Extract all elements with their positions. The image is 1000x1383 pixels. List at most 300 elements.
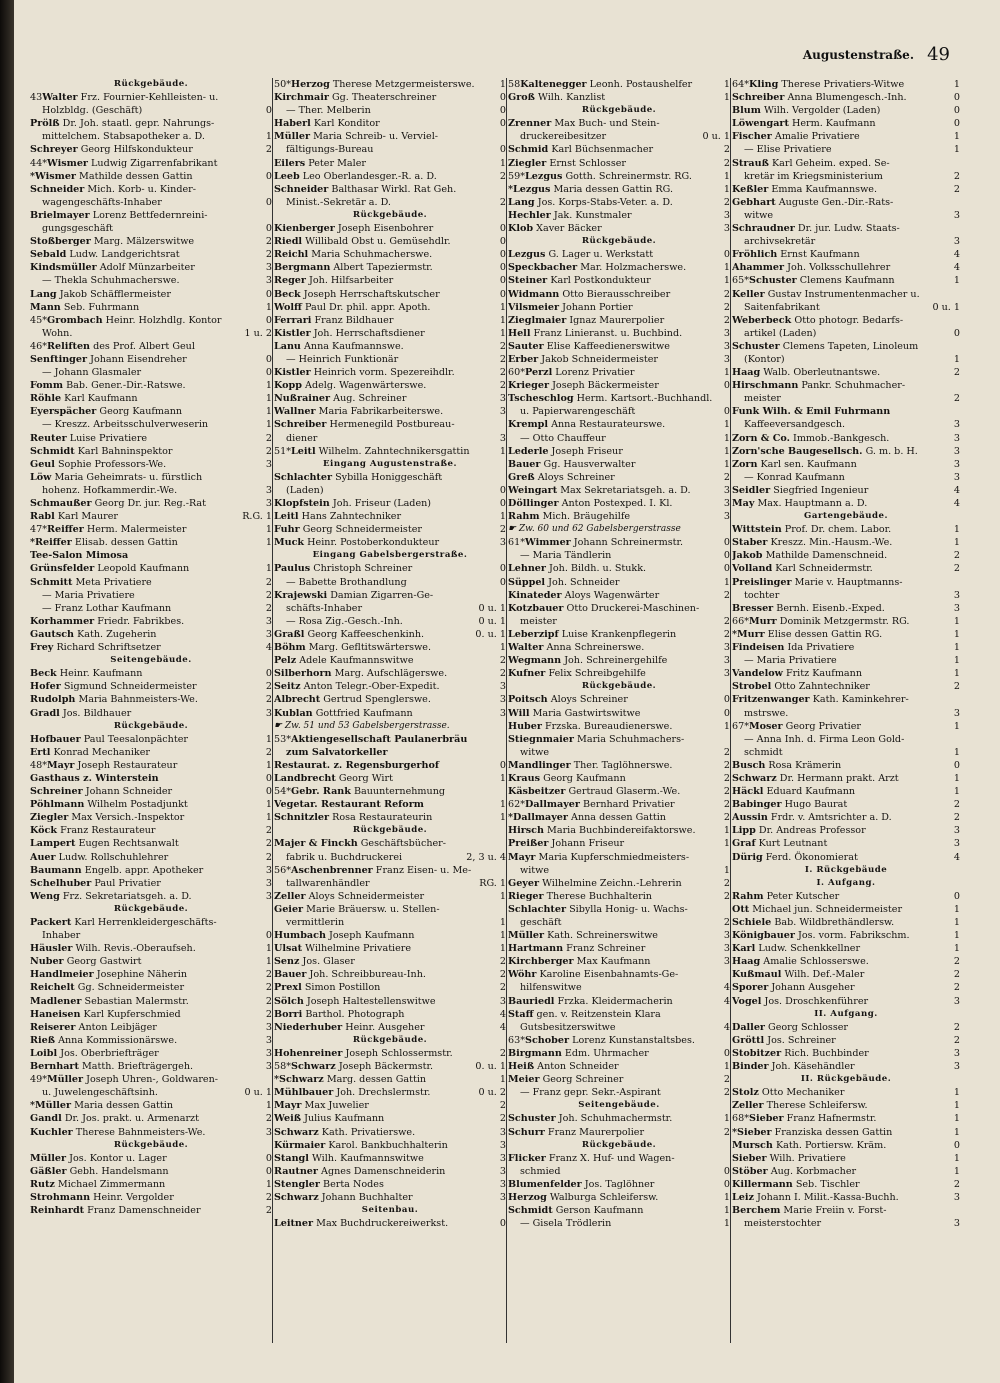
house-number: 58* bbox=[274, 1061, 292, 1073]
resident-name: Schmidt bbox=[30, 445, 75, 457]
resident-name: Lederle bbox=[508, 445, 549, 457]
floor-indicator: 2 bbox=[497, 379, 506, 392]
floor-indicator: 2 bbox=[721, 1086, 730, 1099]
floor-indicator: 2 bbox=[497, 955, 506, 968]
directory-entry bbox=[30, 772, 272, 785]
directory-entry bbox=[274, 130, 506, 143]
resident-name: Wolff bbox=[274, 301, 302, 313]
resident-name: Kling bbox=[749, 79, 779, 90]
entry-detail: Marie v. Hauptmanns- bbox=[794, 576, 903, 588]
entry-detail: Joh. Käsehändler bbox=[771, 1061, 855, 1073]
directory-entry bbox=[274, 562, 506, 575]
entry-detail: Anton Leibjäger bbox=[78, 1021, 157, 1033]
directory-entry bbox=[274, 667, 506, 680]
resident-name: Gasthaus z. Winterstein bbox=[30, 772, 159, 784]
resident-name: Reichl bbox=[274, 249, 309, 261]
entry-detail: Joseph Eisenbohrer bbox=[337, 223, 434, 235]
floor-indicator: 2 bbox=[263, 680, 272, 693]
directory-entry bbox=[274, 798, 506, 811]
entry-detail: artikel (Laden) bbox=[744, 327, 817, 339]
house-number: 47* bbox=[30, 524, 48, 536]
floor-indicator: 3 bbox=[497, 1139, 506, 1152]
directory-entry bbox=[508, 314, 730, 327]
directory-entry bbox=[732, 248, 960, 261]
floor-indicator: 0 u. 1 bbox=[475, 615, 506, 628]
floor-indicator: 4 bbox=[951, 851, 960, 864]
house-number: 60* bbox=[508, 367, 526, 379]
floor-indicator: 1 bbox=[951, 523, 960, 536]
directory-entry bbox=[274, 693, 506, 706]
entry-detail: Karl Konditor bbox=[313, 118, 380, 130]
entry-detail: Maria Bahnmeisters-We. bbox=[78, 694, 198, 706]
resident-name: Schneider bbox=[30, 183, 85, 195]
resident-name: Schmid bbox=[508, 144, 549, 156]
directory-entry bbox=[274, 471, 506, 484]
floor-indicator: 2 bbox=[721, 157, 730, 170]
house-number: 45* bbox=[30, 314, 48, 326]
resident-name: Stolz bbox=[732, 1087, 759, 1099]
directory-entry bbox=[732, 602, 960, 615]
entry-detail: Richard Schriftsetzer bbox=[56, 642, 161, 654]
floor-indicator: 2 bbox=[263, 602, 272, 615]
directory-entry bbox=[274, 864, 506, 877]
floor-indicator: 1 bbox=[721, 91, 730, 104]
resident-name: Reliften bbox=[47, 340, 91, 352]
directory-entry bbox=[30, 523, 272, 536]
directory-entry bbox=[274, 222, 506, 235]
resident-name: Bresser bbox=[732, 602, 774, 614]
house-number: 48* bbox=[30, 759, 48, 771]
resident-name: Leitner bbox=[274, 1218, 314, 1230]
directory-entry bbox=[30, 497, 272, 510]
entry-detail: Dominik Metzgermstr. RG. bbox=[779, 615, 910, 627]
resident-name: Baumann bbox=[30, 864, 82, 876]
entry-detail: Clemens Kaufmann bbox=[799, 275, 895, 287]
entry-detail: Heinr. Kaufmann bbox=[59, 668, 143, 680]
directory-entry bbox=[30, 392, 272, 405]
entry-detail: Aloys Schreiner bbox=[537, 471, 615, 483]
entry-continuation bbox=[508, 746, 730, 759]
house-number: 51* bbox=[274, 445, 292, 457]
entry-continuation bbox=[508, 432, 730, 445]
directory-entry bbox=[508, 340, 730, 353]
section-heading: Rückgebäude. bbox=[581, 105, 657, 116]
entry-detail: Max Sekretariatsgeh. a. D. bbox=[560, 484, 691, 496]
floor-indicator: 2 bbox=[721, 890, 730, 903]
resident-name: Weiß bbox=[274, 1113, 302, 1125]
resident-name: Sieber bbox=[732, 1152, 767, 1164]
resident-name: Keller bbox=[732, 288, 765, 300]
resident-name: Groß bbox=[508, 92, 535, 104]
entry-detail: Frz. Sekretariatsgeh. a. D. bbox=[62, 890, 192, 902]
resident-name: Albrecht bbox=[274, 694, 321, 706]
resident-name: Schuster bbox=[749, 275, 797, 287]
floor-indicator: 1 bbox=[951, 143, 960, 156]
directory-entry bbox=[30, 471, 272, 484]
entry-detail: Karl Bahninspektor bbox=[77, 445, 173, 457]
directory-entry bbox=[732, 1086, 960, 1099]
directory-entry bbox=[732, 1204, 960, 1217]
floor-indicator: 2 bbox=[951, 392, 960, 405]
entry-continuation bbox=[30, 222, 272, 235]
entry-detail: Georg Hilfskondukteur bbox=[80, 144, 193, 156]
directory-entry bbox=[732, 615, 960, 628]
entry-detail: Leonh. Postaushelfer bbox=[589, 79, 693, 90]
floor-indicator: 1 bbox=[497, 327, 506, 340]
cross-street-note: ☛ Zw. 60 und 62 Gabelsbergerstrasse bbox=[508, 524, 681, 535]
resident-name: Jakob bbox=[732, 550, 763, 562]
entry-detail: Joseph Herrschaftskutscher bbox=[303, 288, 440, 300]
directory-entry bbox=[30, 209, 272, 222]
resident-name: Gröttl bbox=[732, 1034, 765, 1046]
directory-entry bbox=[274, 1099, 506, 1112]
entry-detail: Aug. Korbmacher bbox=[770, 1165, 857, 1177]
entry-detail: Amalie Schlosserswe. bbox=[763, 956, 869, 968]
directory-entry bbox=[274, 314, 506, 327]
entry-detail: Franz Schreiner bbox=[566, 943, 646, 955]
directory-entry bbox=[732, 667, 960, 680]
floor-indicator: 0 bbox=[263, 314, 272, 327]
directory-entry bbox=[508, 379, 730, 392]
entry-detail: Mathilde dessen Gattin bbox=[79, 170, 193, 182]
resident-name: Gebr. Rank bbox=[291, 786, 351, 798]
resident-name: Rabl bbox=[30, 511, 55, 523]
section-heading: Seitenbau. bbox=[361, 1205, 419, 1216]
resident-name: Preißer bbox=[508, 838, 549, 850]
directory-entry bbox=[30, 576, 272, 589]
entry-detail: Aug. Schreiner bbox=[333, 393, 407, 405]
entry-detail: Karol. Bankbuchhalterin bbox=[328, 1139, 448, 1151]
directory-entry bbox=[732, 1152, 960, 1165]
entry-detail: Willibald Obst u. Gemüsehdlr. bbox=[305, 236, 451, 248]
entry-detail: meisterstochter bbox=[744, 1218, 822, 1230]
floor-indicator: 3 bbox=[263, 261, 272, 274]
entry-detail: Mich. Korb- u. Kinder- bbox=[87, 183, 196, 195]
directory-entry bbox=[732, 1047, 960, 1060]
entry-detail: — Anna Inh. d. Firma Leon Gold- bbox=[744, 733, 905, 745]
resident-name: May bbox=[732, 498, 755, 509]
entry-continuation bbox=[30, 484, 272, 497]
directory-entry bbox=[508, 1152, 730, 1165]
resident-name: Pöhlmann bbox=[30, 799, 85, 811]
directory-entry bbox=[30, 1165, 272, 1178]
entry-detail: Jos. Bildhauer bbox=[62, 707, 132, 719]
entry-detail: Peter Maler bbox=[308, 157, 366, 169]
entry-detail: — Gisela Trödlerin bbox=[520, 1218, 612, 1230]
directory-entry bbox=[732, 1021, 960, 1034]
entry-detail: Joseph Restaurateur bbox=[77, 759, 178, 771]
directory-entry bbox=[274, 995, 506, 1008]
entry-detail: Heinr. Holzhdlg. Kontor bbox=[105, 314, 222, 326]
floor-indicator: 3 bbox=[497, 1152, 506, 1165]
floor-indicator: 1 bbox=[721, 837, 730, 850]
floor-indicator: 2 bbox=[721, 314, 730, 327]
directory-entry bbox=[508, 1178, 730, 1191]
entry-detail: Otto Druckerei-Maschinen- bbox=[566, 602, 700, 614]
entry-detail: Jos. Kontor u. Lager bbox=[69, 1152, 167, 1164]
floor-indicator: 0 bbox=[263, 366, 272, 379]
entry-detail: Joh. Friseur (Laden) bbox=[332, 498, 432, 509]
floor-indicator: 4 bbox=[951, 261, 960, 274]
entry-detail: u. Papierwarengeschäft bbox=[520, 406, 636, 418]
floor-indicator: 0 bbox=[497, 562, 506, 575]
entry-detail: Therese Bahnmeisters-We. bbox=[75, 1126, 206, 1138]
entry-detail: Jakob Schäfflermeister bbox=[59, 288, 171, 300]
directory-entry bbox=[30, 824, 272, 837]
resident-name: Paulus bbox=[274, 563, 311, 575]
entry-detail: Meta Privatiere bbox=[75, 576, 152, 588]
entry-detail: Heinr. Ausgeher bbox=[345, 1021, 425, 1033]
directory-entry bbox=[732, 288, 960, 301]
floor-indicator: 1 bbox=[497, 1073, 506, 1086]
floor-indicator: 2 bbox=[951, 955, 960, 968]
entry-detail: Lorenz Privatier bbox=[555, 367, 635, 379]
resident-name: Sebald bbox=[30, 249, 67, 261]
directory-entry bbox=[508, 890, 730, 903]
directory-entry bbox=[30, 916, 272, 929]
page-header bbox=[14, 44, 1000, 70]
entry-detail: Georg Dr. jur. Reg.-Rat bbox=[94, 498, 206, 509]
resident-name: Keßler bbox=[732, 183, 769, 195]
directory-entry bbox=[732, 183, 960, 196]
directory-entry bbox=[274, 746, 506, 759]
resident-name: Grünsfelder bbox=[30, 563, 95, 575]
entry-detail: Hans Zahntechniker bbox=[301, 511, 402, 523]
floor-indicator: 1 bbox=[951, 903, 960, 916]
floor-indicator: 0 bbox=[497, 1217, 506, 1230]
floor-indicator: 2 bbox=[721, 1073, 730, 1086]
entry-detail: Georg Kaufmann bbox=[543, 772, 626, 784]
floor-indicator: 2 bbox=[721, 785, 730, 798]
entry-detail: Ernst Kaufmann bbox=[780, 249, 860, 261]
section-heading: Rückgebäude. bbox=[581, 1139, 657, 1150]
floor-indicator: 1 bbox=[263, 418, 272, 431]
column-3 bbox=[508, 78, 730, 1375]
floor-indicator: 2 bbox=[263, 995, 272, 1008]
directory-entry bbox=[732, 366, 960, 379]
resident-name: Schlachter bbox=[274, 471, 333, 483]
column-2 bbox=[274, 78, 506, 1375]
entry-continuation bbox=[732, 143, 960, 156]
resident-name: Leberzipf bbox=[508, 628, 559, 640]
floor-indicator: 3 bbox=[721, 955, 730, 968]
entry-continuation bbox=[732, 733, 960, 746]
entry-detail: Therese Privatiers-Witwe bbox=[781, 79, 905, 90]
entry-detail: Jos. Schreiner bbox=[767, 1034, 836, 1046]
resident-name: Riedl bbox=[274, 236, 303, 248]
resident-name: Steiner bbox=[508, 275, 548, 287]
entry-detail: Elise Kaffeedienerswitwe bbox=[546, 340, 670, 352]
directory-entry bbox=[274, 301, 506, 314]
directory-entry bbox=[274, 733, 506, 746]
directory-entry bbox=[274, 589, 506, 602]
directory-entry bbox=[732, 91, 960, 104]
entry-detail: Eduard Kaufmann bbox=[766, 786, 856, 798]
floor-indicator: 3 bbox=[951, 824, 960, 837]
directory-entry bbox=[30, 1060, 272, 1073]
directory-entry bbox=[30, 851, 272, 864]
floor-indicator: 4 bbox=[951, 497, 960, 510]
directory-entry bbox=[30, 248, 272, 261]
floor-indicator: 1 bbox=[497, 641, 506, 654]
directory-entry bbox=[732, 445, 960, 458]
resident-name: Majer & Finckh bbox=[274, 838, 358, 850]
floor-indicator: 1 bbox=[721, 1112, 730, 1125]
directory-entry bbox=[732, 720, 960, 733]
entry-detail: Max Versich.-Inspektor bbox=[71, 812, 185, 824]
resident-name: Rahm bbox=[732, 890, 764, 902]
resident-name: Nuber bbox=[30, 956, 64, 968]
floor-indicator: 4 bbox=[951, 248, 960, 261]
directory-entry bbox=[274, 890, 506, 903]
resident-name: Schelhuber bbox=[30, 877, 92, 889]
entry-detail: Therese Schleifersw. bbox=[766, 1100, 868, 1112]
resident-name: Schmidt bbox=[508, 1205, 553, 1217]
directory-entry bbox=[732, 484, 960, 497]
entry-detail: Fritz Kaufmann bbox=[785, 668, 862, 680]
entry-detail: Siegfried Ingenieur bbox=[773, 484, 869, 496]
entry-detail: Minist.-Sekretär a. D. bbox=[286, 196, 391, 208]
entry-continuation bbox=[508, 1086, 730, 1099]
entry-detail: Konrad Mechaniker bbox=[53, 746, 150, 758]
directory-entry bbox=[274, 274, 506, 287]
floor-indicator: 2 bbox=[263, 981, 272, 994]
entry-detail: gen. v. Reitzenstein Klara bbox=[536, 1008, 661, 1020]
entry-detail: Georg Kaffeeschenkinh. bbox=[307, 628, 425, 640]
floor-indicator: RG. 1 bbox=[476, 877, 506, 890]
floor-indicator: 1 bbox=[263, 955, 272, 968]
floor-indicator: 0 bbox=[951, 104, 960, 117]
resident-name: Schuster bbox=[508, 1113, 556, 1125]
directory-entry bbox=[274, 288, 506, 301]
entry-detail: Gebh. Handelsmann bbox=[69, 1165, 169, 1177]
directory-entry bbox=[274, 785, 506, 798]
entry-detail: Anton Schneider bbox=[537, 1061, 619, 1073]
entry-continuation bbox=[508, 1021, 730, 1034]
entry-detail: Anton Telegr.-Ober-Expedit. bbox=[303, 681, 440, 693]
resident-name: Aussin bbox=[732, 812, 768, 824]
entry-detail: Paul Dr. phil. appr. Apoth. bbox=[304, 301, 431, 313]
floor-indicator: 0 bbox=[721, 1165, 730, 1178]
resident-name: Kußmaul bbox=[732, 969, 782, 981]
resident-name: Kublan bbox=[274, 707, 313, 719]
entry-detail: Inhaber bbox=[42, 930, 81, 942]
directory-entry bbox=[508, 929, 730, 942]
floor-indicator: 1 bbox=[721, 418, 730, 431]
floor-indicator: 1 bbox=[721, 170, 730, 183]
floor-indicator: 3 bbox=[951, 458, 960, 471]
entry-detail: Maria dessen Gattin RG. bbox=[553, 183, 673, 195]
floor-indicator: 2 bbox=[497, 1099, 506, 1112]
directory-entry bbox=[274, 327, 506, 340]
floor-indicator: 1 bbox=[721, 1060, 730, 1073]
directory-entry bbox=[274, 1165, 506, 1178]
entry-detail: Luise Krankenpflegerin bbox=[561, 628, 677, 640]
directory-entry bbox=[732, 379, 960, 392]
directory-entry bbox=[30, 785, 272, 798]
floor-indicator: 2 bbox=[263, 968, 272, 981]
directory-entry bbox=[274, 1178, 506, 1191]
entry-detail: Anna Restaurateurswe. bbox=[551, 419, 666, 431]
directory-entry bbox=[508, 366, 730, 379]
entry-detail: Max. Hauptmann a. D. bbox=[757, 498, 868, 509]
floor-indicator: 1 bbox=[263, 392, 272, 405]
floor-indicator: 1 bbox=[721, 1217, 730, 1230]
resident-name: Stobitzer bbox=[732, 1047, 782, 1059]
resident-name: Prölß bbox=[30, 118, 60, 130]
floor-indicator: 2 bbox=[951, 1034, 960, 1047]
resident-name: Kaltenegger bbox=[520, 79, 587, 90]
entry-detail: Sebastian Malermstr. bbox=[84, 995, 189, 1007]
column-rule bbox=[730, 78, 731, 1343]
house-number: 64* bbox=[732, 79, 750, 90]
directory-entry bbox=[508, 288, 730, 301]
entry-detail: Johann Ausgeher bbox=[771, 982, 855, 994]
floor-indicator: 0 bbox=[497, 248, 506, 261]
directory-entry bbox=[508, 589, 730, 602]
entry-detail: G. Lager u. Werkstatt bbox=[548, 249, 654, 261]
directory-entry bbox=[732, 405, 960, 418]
floor-indicator: 1 bbox=[497, 942, 506, 955]
entry-detail: witwe bbox=[744, 209, 774, 221]
floor-indicator: 1 bbox=[263, 733, 272, 746]
resident-name: Vegetar. Restaurant Reform bbox=[274, 799, 424, 811]
resident-name: Ferrari bbox=[274, 314, 312, 326]
directory-entry bbox=[274, 759, 506, 772]
directory-entry bbox=[732, 942, 960, 955]
resident-name: Hohenreiner bbox=[274, 1047, 343, 1059]
floor-indicator: 0 bbox=[721, 707, 730, 720]
resident-name: Hartmann bbox=[508, 943, 564, 955]
floor-indicator: 0 bbox=[263, 170, 272, 183]
entry-detail: Georg Gastwirt bbox=[66, 956, 142, 968]
directory-entry bbox=[30, 445, 272, 458]
directory-entry bbox=[508, 1112, 730, 1125]
entry-detail: Aloys Schreiner bbox=[550, 694, 628, 706]
entry-detail: Kreszz. Min.-Hausm.-We. bbox=[770, 537, 893, 549]
entry-detail: Dr. Andreas Professor bbox=[758, 825, 866, 837]
resident-name: Stöber bbox=[732, 1165, 768, 1177]
entry-detail: Ferd. Ökonomierat bbox=[765, 851, 858, 863]
entry-detail: Franziska dessen Gattin bbox=[774, 1126, 893, 1138]
resident-name: zum Salvatorkeller bbox=[286, 746, 388, 758]
floor-indicator: 0 bbox=[497, 91, 506, 104]
entry-detail: Dr. Joh. staatl. gepr. Nahrungs- bbox=[62, 118, 215, 130]
entry-detail: Maria Schreib- u. Verviel- bbox=[313, 131, 439, 143]
entry-detail: Anna Blumengesch.-Inh. bbox=[787, 92, 907, 104]
directory-entry bbox=[274, 929, 506, 942]
entry-detail: Karl Kupferschmied bbox=[83, 1008, 181, 1020]
directory-entry bbox=[30, 798, 272, 811]
entry-detail: meister bbox=[520, 615, 557, 627]
resident-name: Kopp bbox=[274, 380, 302, 392]
floor-indicator: 0 u. 1 bbox=[699, 130, 730, 143]
resident-name: Schneider bbox=[274, 183, 329, 195]
floor-indicator: 0 bbox=[263, 785, 272, 798]
resident-name: Wöhr bbox=[508, 969, 537, 981]
floor-indicator: 1 bbox=[263, 1099, 272, 1112]
resident-name: Häckl bbox=[732, 786, 764, 798]
floor-indicator: 3 bbox=[263, 1126, 272, 1139]
directory-entry bbox=[30, 680, 272, 693]
entry-detail: Sybilla Honiggeschäft bbox=[335, 471, 443, 483]
directory-entry bbox=[30, 942, 272, 955]
floor-indicator: 3 bbox=[263, 497, 272, 510]
floor-indicator: 2 bbox=[951, 562, 960, 575]
entry-detail: Bab. Gener.-Dir.-Ratswe. bbox=[66, 380, 186, 392]
entry-detail: Johann Schreinermstr. bbox=[573, 537, 684, 549]
entry-detail: Mich. Bräugehilfe bbox=[542, 511, 631, 523]
